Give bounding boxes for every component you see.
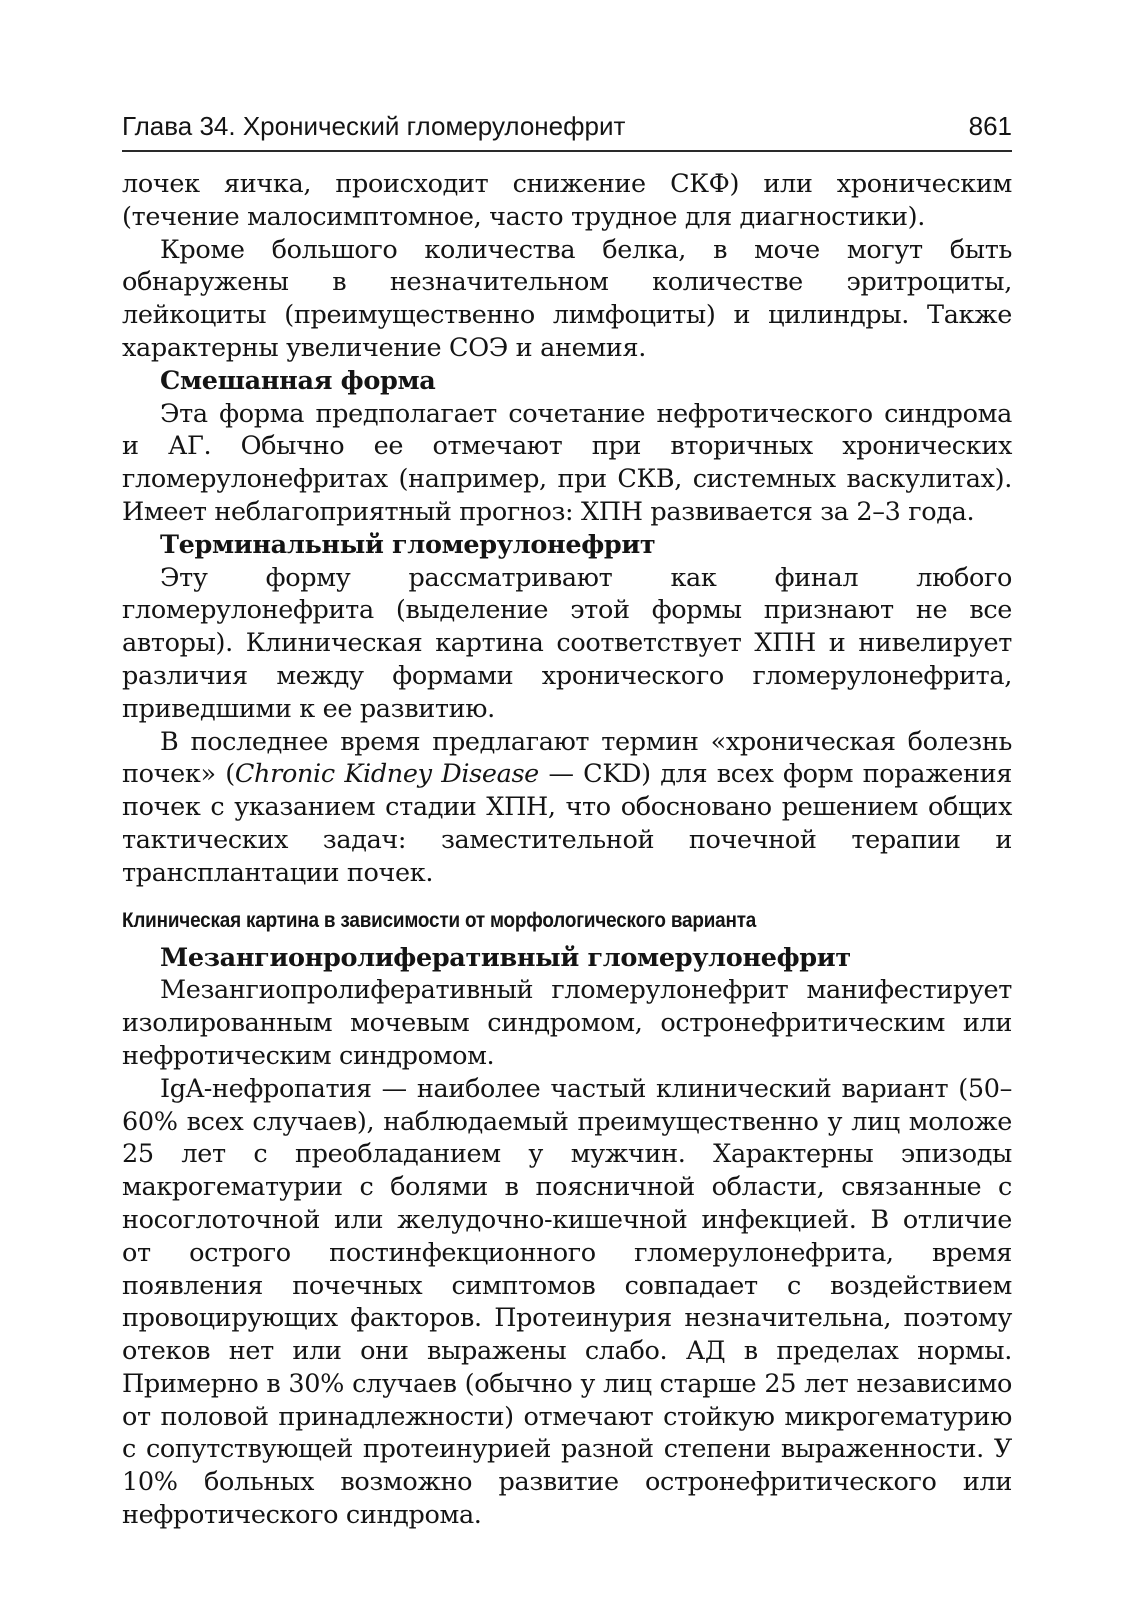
paragraph-2: Кроме большого количества белка, в моче могут быть обнаружены в незначительном количестве эритроциты, лейкоциты (преимущественно лимфоциты) и цилиндры. Также характерны увеличение СОЭ и анемия. xyxy=(122,234,1012,363)
paragraph-1: лочек яичка, происходит снижение СКФ) или хроническим (течение малосимптомное, часто трудное для диагностики). xyxy=(122,169,1012,232)
paragraph-4: Эту форму рассматривают как финал любого гломерулонефрита (выделение этой формы признают не все авторы). Клиническая картина соответствует ХПН и нивелирует различия между формами хронического гломерулонефрита, приведшими к ее развитию. xyxy=(122,562,1012,724)
subheading-mesangio: Мезангионролиферативный гломерулонефрит xyxy=(160,942,851,973)
paragraph-5-part-b: — CKD) для всех форм поражения почек с указанием стадии ХПН, что обосновано решением общих тактических задач: заместительной почечной терапии и трансплантации почек. xyxy=(122,759,1012,888)
paragraph-3: Эта форма предполагает сочетание нефротического синдрома и АГ. Обычно ее отмечают при вторичных хронических гломерулонефритах (например, при СКВ, системных васкулитах). Имеет неблагоприятный прогноз: ХПН развивается за 2–3 года. xyxy=(122,398,1012,527)
paragraph-6: Мезангиопролиферативный гломерулонефрит манифестирует изолированным мочевым синдромом, остронефритическим или нефротическим синдромом. xyxy=(122,975,1012,1071)
paragraph-5-part-a: В последнее время предлагают термин «хроническая болезнь почек» ( xyxy=(122,726,1012,790)
section-heading: Клиническая картина в зависимости от морфологического варианта xyxy=(122,908,757,932)
subheading-terminal: Терминальный гломерулонефрит xyxy=(160,529,656,560)
chapter-title: Глава 34. Хронический гломерулонефрит xyxy=(122,111,626,141)
paragraph-7: IgA-нефропатия — наиболее частый клинический вариант (50–60% всех случаев), наблюдаемый преимущественно у лиц моложе 25 лет с преобладанием у мужчин. Характерны эпизоды макрогематурии с болями в поясничной области, связанные с носоглоточной или желудочно-кишечной инфекцией. В отличие от острого постинфекционного гломерулонефрита, время появления почечных симптомов совпадает с воздействием провоцирующих факторов. Протеинурия незначительна, поэтому отеков нет или они выражены слабо. АД в пределах нормы. Примерно в 30% случаев (обычно у лиц старше 25 лет независимо от половой принадлежности) отмечают стойкую микрогематурию с сопутствующей протеинурией разной степени выраженности. У 10% больных возможно развитие остронефритического или нефротического синдрома. xyxy=(122,1073,1012,1531)
paragraph-5 xyxy=(122,726,1012,890)
running-header xyxy=(122,106,1012,152)
page-number: 861 xyxy=(968,111,1012,141)
page-body xyxy=(122,168,1012,1532)
subheading-mixed-form: Смешанная форма xyxy=(160,365,436,396)
paragraph-5-italic: Chronic Kidney Disease xyxy=(234,759,539,790)
